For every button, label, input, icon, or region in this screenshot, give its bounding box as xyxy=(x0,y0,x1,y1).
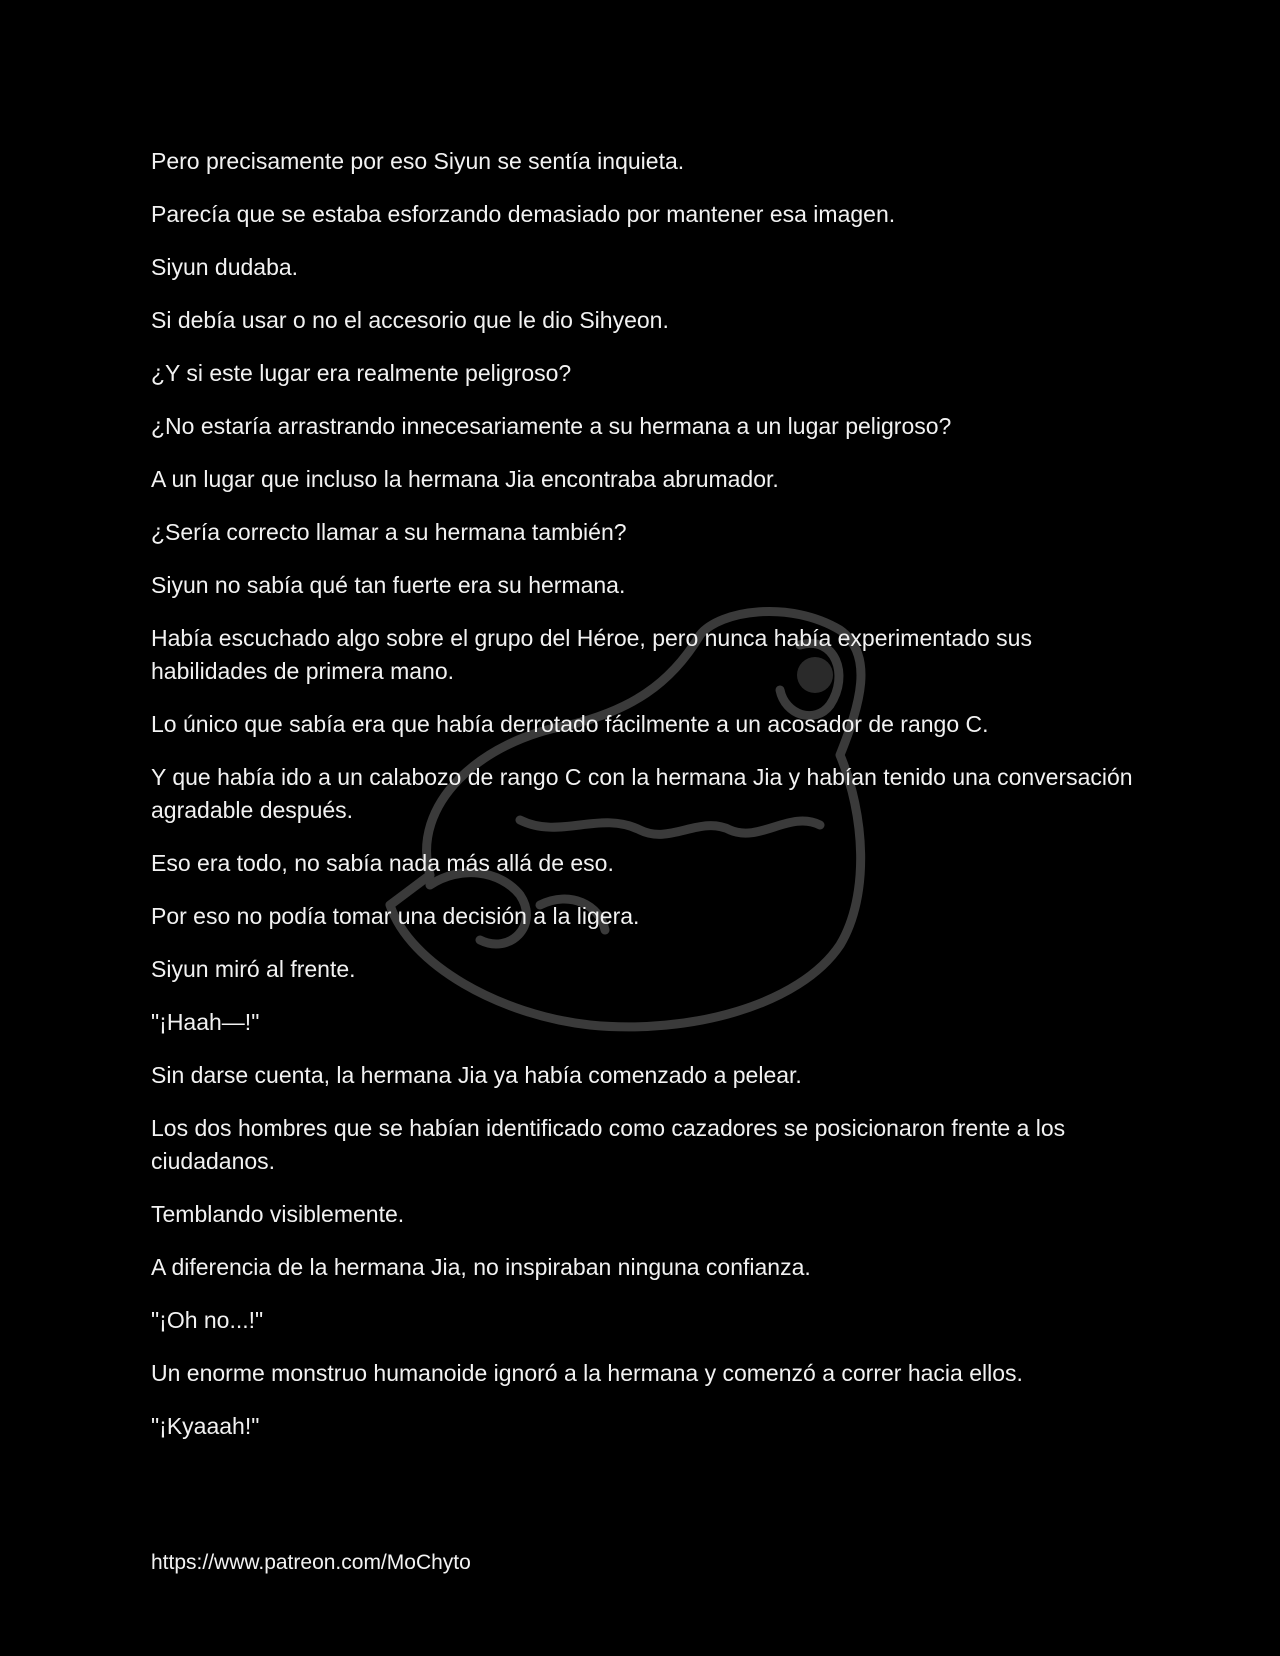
paragraph: A un lugar que incluso la hermana Jia encontraba abrumador. xyxy=(151,466,779,492)
paragraph: "¡Oh no...!" xyxy=(151,1307,264,1333)
paragraph: Siyun dudaba. xyxy=(151,254,299,280)
paragraph: Siyun no sabía qué tan fuerte era su hermana. xyxy=(151,572,626,598)
patreon-link[interactable]: https://www.patreon.com/MoChyto xyxy=(151,1551,471,1574)
paragraph: A diferencia de la hermana Jia, no inspiraban ninguna confianza. xyxy=(151,1254,811,1280)
paragraph: Había escuchado algo sobre el grupo del Héroe, pero nunca había experimentado sus habilidades de primera mano. xyxy=(151,625,1032,684)
paragraph: Lo único que sabía era que había derrotado fácilmente a un acosador de rango C. xyxy=(151,711,989,737)
paragraph: Y que había ido a un calabozo de rango C con la hermana Jia y habían tenido una conversación agradable después. xyxy=(151,764,1133,823)
paragraph: Temblando visiblemente. xyxy=(151,1201,405,1227)
paragraph: ¿Y si este lugar era realmente peligroso? xyxy=(151,360,572,386)
paragraph: Siyun miró al frente. xyxy=(151,956,356,982)
paragraph: Eso era todo, no sabía nada más allá de eso. xyxy=(151,850,614,876)
paragraph: Si debía usar o no el accesorio que le dio Sihyeon. xyxy=(151,307,669,333)
paragraph: "¡Kyaaah!" xyxy=(151,1413,260,1439)
paragraph: Pero precisamente por eso Siyun se sentía inquieta. xyxy=(151,148,685,174)
paragraph: ¿Sería correcto llamar a su hermana también? xyxy=(151,519,627,545)
paragraph: Los dos hombres que se habían identificado como cazadores se posicionaron frente a los ciudadanos. xyxy=(151,1115,1066,1174)
paragraph: ¿No estaría arrastrando innecesariamente a su hermana a un lugar peligroso? xyxy=(151,413,952,439)
paragraph: Por eso no podía tomar una decisión a la ligera. xyxy=(151,903,640,929)
paragraph: Parecía que se estaba esforzando demasiado por mantener esa imagen. xyxy=(151,201,896,227)
story-text xyxy=(151,145,1141,1463)
paragraph: Sin darse cuenta, la hermana Jia ya había comenzado a pelear. xyxy=(151,1062,802,1088)
paragraph: Un enorme monstruo humanoide ignoró a la hermana y comenzó a correr hacia ellos. xyxy=(151,1360,1023,1386)
paragraph: "¡Haah—!" xyxy=(151,1009,260,1035)
